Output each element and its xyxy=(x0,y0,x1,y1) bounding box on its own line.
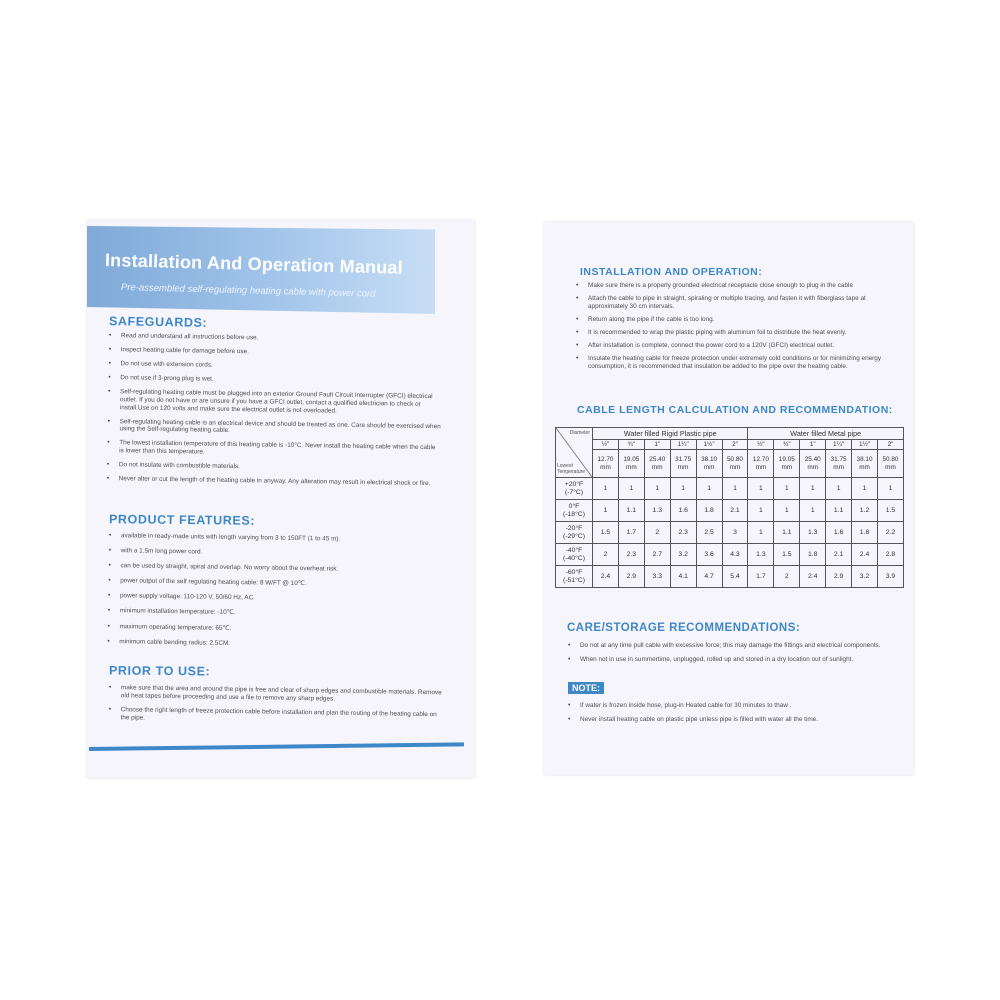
multiplier-cell: 1 xyxy=(748,522,774,544)
multiplier-cell: 1.1 xyxy=(618,500,644,522)
bottom-accent-bar xyxy=(89,742,464,751)
multiplier-cell: 1 xyxy=(826,478,852,500)
care-list xyxy=(566,642,906,669)
care-item: • When not in use in summertime, unplugged, rolled up and stored in a dry location out of sunlight. xyxy=(566,656,906,664)
right-manual-page xyxy=(544,222,914,775)
multiplier-cell: 4.7 xyxy=(696,566,722,588)
multiplier-cell: 2.2 xyxy=(877,522,903,544)
multiplier-cell: 1.7 xyxy=(618,522,644,544)
multiplier-cell: 2.1 xyxy=(722,500,748,522)
prior-list xyxy=(106,684,447,734)
temp-celsius: (-51°C) xyxy=(563,576,585,584)
multiplier-cell: 3 xyxy=(722,522,748,544)
safeguard-item: • Self-regulating heating cable is an electrical device and should be treated as one. Care should be exercised when using the Self-regulating heating cable. xyxy=(105,418,441,438)
temperature-cell xyxy=(556,522,593,544)
multiplier-cell: 1 xyxy=(722,478,748,500)
multiplier-cell: 1 xyxy=(593,478,619,500)
multiplier-cell: 1 xyxy=(800,500,826,522)
pipe-size-row xyxy=(556,440,904,450)
safeguard-item: • Inspect heating cable for damage before use. xyxy=(107,346,443,359)
temp-fahrenheit: -20°F xyxy=(565,524,583,532)
pipe-size-cell: 1" xyxy=(800,440,826,450)
multiplier-cell: 1.3 xyxy=(800,522,826,544)
pipe-mm-row xyxy=(556,450,904,478)
multiplier-cell: 1.3 xyxy=(748,544,774,566)
installation-item: • After installation is complete, connect the power cord to a 120V (GFCI) electrical outlet. xyxy=(574,342,896,350)
multiplier-cell: 5.4 xyxy=(722,566,748,588)
manual-title: Installation And Operation Manual xyxy=(104,250,404,278)
multiplier-cell: 2.9 xyxy=(618,566,644,588)
installation-heading: INSTALLATION AND OPERATION: xyxy=(580,266,763,278)
note-badge: NOTE: xyxy=(568,682,604,694)
multiplier-cell: 3.6 xyxy=(696,544,722,566)
temp-fahrenheit: 0°F xyxy=(568,502,580,510)
installation-item: • It is recommended to wrap the plastic piping with aluminum foil to distribute the heat evenly. xyxy=(574,329,896,337)
multiplier-cell: 1 xyxy=(670,478,696,500)
multiplier-cell: 2.9 xyxy=(826,566,852,588)
pipe-mm-cell: 38.10 mm xyxy=(852,450,878,478)
safeguard-item: • Do not insulate with combustible materials. xyxy=(105,461,441,474)
multiplier-cell: 2.8 xyxy=(877,544,903,566)
multiplier-cell: 2.4 xyxy=(852,544,878,566)
installation-list xyxy=(574,282,896,376)
table-corner-cell xyxy=(556,428,593,478)
pipe-mm-cell: 25.40 mm xyxy=(644,450,670,478)
multiplier-cell: 1 xyxy=(618,478,644,500)
pipe-size-cell: ¾" xyxy=(618,440,644,450)
plastic-pipe-header: Water filled Rigid Plastic pipe xyxy=(593,428,748,440)
temp-celsius: (-18°C) xyxy=(563,510,585,518)
temp-fahrenheit: -40°F xyxy=(565,546,583,554)
temperature-cell xyxy=(556,500,593,522)
multiplier-cell: 1.8 xyxy=(800,544,826,566)
multiplier-cell: 1 xyxy=(774,500,800,522)
multiplier-cell: 1 xyxy=(852,478,878,500)
multiplier-cell: 1.6 xyxy=(826,522,852,544)
manual-subtitle: Pre-assembled self-regulating heating cable with power cord xyxy=(120,282,376,300)
temperature-cell xyxy=(556,544,593,566)
pipe-size-cell: 2" xyxy=(877,440,903,450)
note-item: • Never install heating cable on plastic pipe unless pipe is filled with water all the time. xyxy=(566,716,906,724)
installation-item: • Attach the cable to pipe in straight, spiraling or multiple tracing, and fasten it with fiberglass tape at approximately 30 cm intervals. xyxy=(574,295,896,310)
pipe-mm-cell: 50.80 mm xyxy=(877,450,903,478)
multiplier-cell: 1.2 xyxy=(852,500,878,522)
pipe-mm-cell: 25.40 mm xyxy=(800,450,826,478)
diameter-label: Diameter xyxy=(569,430,590,436)
pipe-size-cell: ½" xyxy=(593,440,619,450)
pipe-size-cell: 2" xyxy=(722,440,748,450)
multiplier-cell: 2.4 xyxy=(800,566,826,588)
feature-item: • can be used by straight, spiral and overlap. No worry about the overheat risk. xyxy=(106,562,436,575)
multiplier-cell: 1.5 xyxy=(774,544,800,566)
temp-celsius: (-29°C) xyxy=(563,532,585,540)
feature-item: • with a 1.5m long power cord. xyxy=(107,547,437,560)
care-item: • Do not at any time pull cable with excessive force; this may damage the fittings and electrical components. xyxy=(566,642,906,650)
feature-item: • available in ready-made units with length varying from 3 to 150FT (1 to 45 m). xyxy=(107,532,437,545)
pipe-size-cell: ¾" xyxy=(774,440,800,450)
temperature-row xyxy=(556,500,904,522)
installation-item: • Make sure there is a properly grounded electrical receptacle close enough to plug in the cable xyxy=(574,282,896,290)
left-manual-page xyxy=(87,220,475,778)
safeguard-item: • Never alter or cut the length of the heating cable in anyway. Any alteration may result in electrical shock or fire. xyxy=(105,475,441,488)
pipe-mm-cell: 12.70 mm xyxy=(748,450,774,478)
feature-item: • minimum cable bending radius: 2.5CM. xyxy=(105,638,435,651)
safeguard-item: • Self-regulating heating cable must be plugged into an exterior Ground Fault Circuit Interrupter (GFCI) electrical outlet. If you do not have or are unsure if you have a GFCI outlet, contact a qualified electrician to check or install.Use on 120 volts and make sure the electrical outlet is not overloaded. xyxy=(106,388,442,416)
multiplier-cell: 3.2 xyxy=(852,566,878,588)
multiplier-cell: 1.1 xyxy=(826,500,852,522)
temperature-cell xyxy=(556,478,593,500)
multiplier-cell: 2.7 xyxy=(644,544,670,566)
pipe-size-cell: 1½" xyxy=(852,440,878,450)
temperature-row xyxy=(556,522,904,544)
pipe-mm-cell: 50.80 mm xyxy=(722,450,748,478)
installation-item: • Insulate the heating cable for freeze protection under extremely cold conditions or for minimizing energy consumption, it is recommended that insulation be added to the pipe over the heating cable. xyxy=(574,355,896,370)
multiplier-cell: 1.5 xyxy=(593,522,619,544)
pipe-mm-cell: 38.10 mm xyxy=(696,450,722,478)
pipe-size-cell: 1¼" xyxy=(670,440,696,450)
safeguards-heading: SAFEGUARDS: xyxy=(108,314,208,330)
note-list xyxy=(566,702,906,729)
multiplier-cell: 4.3 xyxy=(722,544,748,566)
multiplier-cell: 1 xyxy=(696,478,722,500)
feature-item: • power output of the self regulating heating cable: 8 W/FT @ 10℃. xyxy=(106,577,436,590)
multiplier-cell: 2 xyxy=(774,566,800,588)
multiplier-cell: 1 xyxy=(800,478,826,500)
temp-celsius: (-7°C) xyxy=(564,488,584,496)
temperature-row xyxy=(556,544,904,566)
multiplier-cell: 1 xyxy=(748,500,774,522)
temp-celsius: (-40°C) xyxy=(563,554,585,562)
feature-item: • minimum installation temperature: -10℃. xyxy=(106,607,436,620)
feature-item: • power supply voltage: 110-120 V, 50/60 Hz, AC. xyxy=(106,592,436,605)
prior-item: • make sure that the area and around the pipe is free and clear of sharp edges and combustible materials. Remove old heat tapes before proceeding and use a file to remove any sharp edges. xyxy=(107,684,447,705)
safeguard-item: • Do not use with extension cords. xyxy=(106,360,442,373)
pipe-mm-cell: 31.75 mm xyxy=(826,450,852,478)
features-list xyxy=(105,532,437,658)
pipe-mm-cell: 31.75 mm xyxy=(670,450,696,478)
installation-item: • Return along the pipe if the cable is too long. xyxy=(574,316,896,324)
multiplier-cell: 1 xyxy=(644,478,670,500)
multiplier-cell: 4.1 xyxy=(670,566,696,588)
lowest-temp-label: Lowest Temperature xyxy=(557,463,586,475)
temp-fahrenheit: -60°F xyxy=(565,568,583,576)
multiplier-cell: 1.3 xyxy=(644,500,670,522)
multiplier-cell: 1.6 xyxy=(670,500,696,522)
features-heading: PRODUCT FEATURES: xyxy=(108,512,256,528)
multiplier-cell: 1.8 xyxy=(852,522,878,544)
temperature-cell xyxy=(556,566,593,588)
multiplier-cell: 1 xyxy=(748,478,774,500)
safeguard-item: • Do not use if 3-prong plug is wet. xyxy=(106,374,442,387)
pipe-mm-cell: 19.05 mm xyxy=(618,450,644,478)
pipe-mm-cell: 19.05 mm xyxy=(774,450,800,478)
multiplier-cell: 1.5 xyxy=(877,500,903,522)
care-heading: CARE/STORAGE RECOMMENDATIONS: xyxy=(567,622,801,634)
pipe-size-cell: 1" xyxy=(644,440,670,450)
prior-heading: PRIOR TO USE: xyxy=(108,663,211,679)
metal-pipe-header: Water filled Metal pipe xyxy=(748,428,904,440)
pipe-size-cell: ½" xyxy=(748,440,774,450)
multiplier-cell: 3.9 xyxy=(877,566,903,588)
multiplier-cell: 1.1 xyxy=(774,522,800,544)
prior-item: • Choose the right length of freeze protection cable before installation and plan the routing of the heating cable on the pipe. xyxy=(106,706,446,727)
multiplier-cell: 2.1 xyxy=(826,544,852,566)
multiplier-cell: 2.5 xyxy=(696,522,722,544)
cable-length-table xyxy=(555,427,904,588)
temp-fahrenheit: +20°F xyxy=(564,480,584,488)
pipe-size-cell: 1¼" xyxy=(826,440,852,450)
temperature-row xyxy=(556,478,904,500)
multiplier-cell: 1 xyxy=(593,500,619,522)
safeguards-list xyxy=(105,332,443,494)
feature-item: • maximum operating temperature: 65℃. xyxy=(105,623,435,636)
note-item: • If water is frozen inside hose, plug-in Heated cable for 30 minutes to thaw . xyxy=(566,702,906,710)
multiplier-cell: 1 xyxy=(877,478,903,500)
pipe-size-cell: 1½" xyxy=(696,440,722,450)
multiplier-cell: 2.3 xyxy=(670,522,696,544)
temperature-row xyxy=(556,566,904,588)
multiplier-cell: 1.8 xyxy=(696,500,722,522)
pipe-mm-cell: 12.70 mm xyxy=(593,450,619,478)
multiplier-cell: 2.3 xyxy=(618,544,644,566)
multiplier-cell: 2.4 xyxy=(593,566,619,588)
safeguard-item: • Read and understand all instructions before use. xyxy=(107,332,443,345)
multiplier-cell: 3.2 xyxy=(670,544,696,566)
multiplier-cell: 1 xyxy=(774,478,800,500)
multiplier-cell: 2 xyxy=(644,522,670,544)
multiplier-cell: 2 xyxy=(593,544,619,566)
cable-heading: CABLE LENGTH CALCULATION AND RECOMMENDATION: xyxy=(577,404,893,416)
multiplier-cell: 3.3 xyxy=(644,566,670,588)
safeguard-item: • The lowest installation temperature of this heating cable is -10°C. Never install the heating cable when the cable is lower than this temperature. xyxy=(105,439,441,459)
multiplier-cell: 1.7 xyxy=(748,566,774,588)
